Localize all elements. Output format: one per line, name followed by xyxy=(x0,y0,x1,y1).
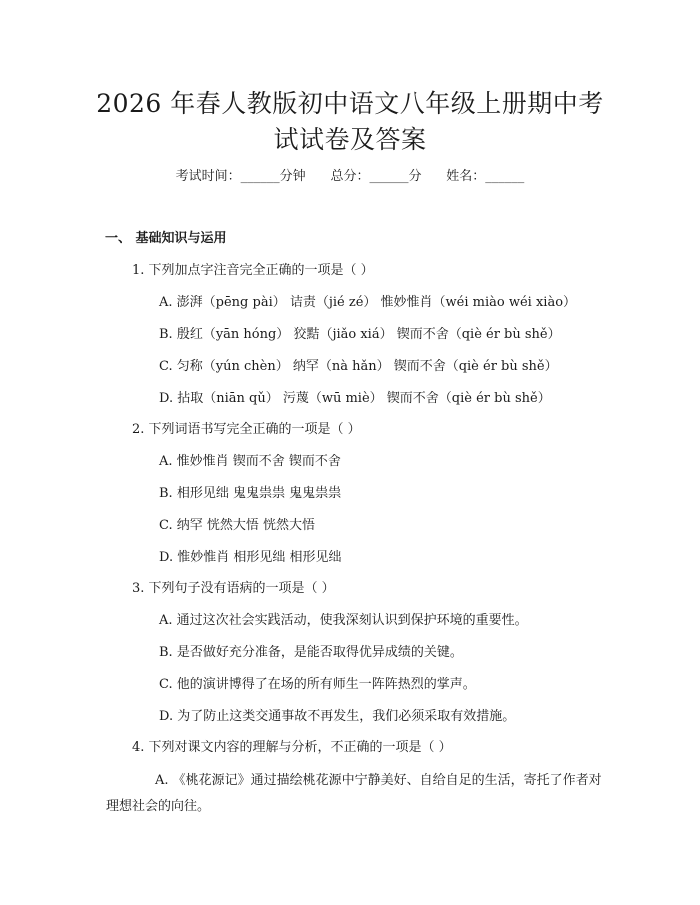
question-1-option-a: A. 澎湃（pēng pài） 诘责（jié zé） 惟妙惟肖（wéi miào wéi xiào） xyxy=(159,295,577,310)
question-1-stem: 1. 下列加点字注音完全正确的一项是（ ） xyxy=(132,263,374,278)
question-3-option-d: D. 为了防止这类交通事故不再发生，我们必须采取有效措施。 xyxy=(159,709,516,724)
question-1-option-b: B. 殷红（yān hóng） 狡黠（jiǎo xiá） 锲而不舍（qiè ér bù shě） xyxy=(159,327,561,342)
question-3-stem: 3. 下列句子没有语病的一项是（ ） xyxy=(132,581,335,596)
title-line-1: 2026 年春人教版初中语文八年级上册期中考 xyxy=(96,89,604,118)
student-name-field: 姓名：______ xyxy=(446,169,525,184)
question-2-option-a: A. 惟妙惟肖 锲而不舍 锲而不舍 xyxy=(159,454,341,469)
question-1-option-d: D. 拈取（niān qǔ） 污蔑（wū miè） 锲而不舍（qiè ér bù shě） xyxy=(159,391,551,406)
question-4-option-a: A. 《桃花源记》通过描绘桃花源中宁静美好、自给自足的生活，寄托了作者对理想社会的向往。 xyxy=(106,773,602,814)
question-3-option-b: B. 是否做好充分准备，是能否取得优异成绩的关键。 xyxy=(159,645,463,660)
section-heading: 一、 基础知识与运用 xyxy=(105,231,227,246)
question-2-option-d: D. 惟妙惟肖 相形见绌 相形见绌 xyxy=(159,550,342,565)
exam-meta xyxy=(0,168,700,186)
question-2-option-b: B. 相形见绌 鬼鬼祟祟 鬼鬼祟祟 xyxy=(159,486,342,501)
total-score-field: 总分：______分 xyxy=(330,169,422,184)
question-3-option-c: C. 他的演讲博得了在场的所有师生一阵阵热烈的掌声。 xyxy=(159,677,476,692)
question-1-option-c: C. 匀称（yún chèn） 纳罕（nà hǎn） 锲而不舍（qiè ér bù shě） xyxy=(159,359,558,374)
exam-time-field: 考试时间：______分钟 xyxy=(175,169,306,184)
question-3-option-a: A. 通过这次社会实践活动，使我深刻认识到保护环境的重要性。 xyxy=(159,613,528,628)
question-2-stem: 2. 下列词语书写完全正确的一项是（ ） xyxy=(132,422,361,437)
question-2-option-c: C. 纳罕 恍然大悟 恍然大悟 xyxy=(159,518,316,533)
question-4-stem: 4. 下列对课文内容的理解与分析，不正确的一项是（ ） xyxy=(132,740,452,755)
title-line-2: 试试卷及答案 xyxy=(273,125,427,154)
